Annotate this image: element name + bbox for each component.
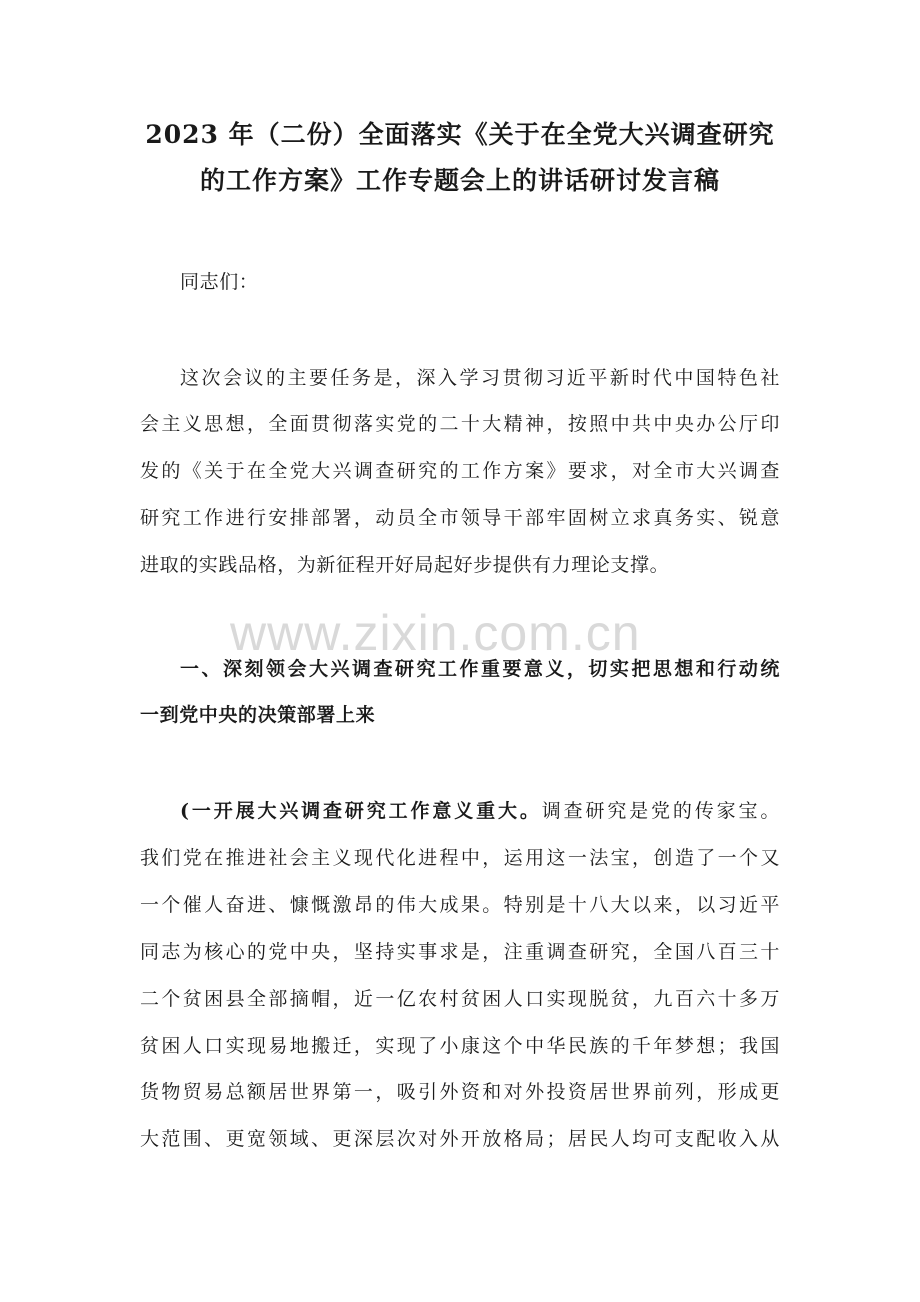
subsection-lead-rest: 调查研究是党的传家宝。 [541, 800, 780, 822]
title-line-1: 2023 年（二份）全面落实《关于在全党大兴调查研究 [145, 120, 775, 149]
watermark: www.zixin.com.cn [230, 605, 641, 661]
body-line-4: 二个贫困县全部摘帽，近一亿农村贫困人口实现脱贫，九百六十多万 [140, 988, 780, 1010]
body-line-7: 大范围、更宽领域、更深层次对外开放格局；居民人均可支配收入从 [140, 1128, 780, 1150]
body-line-3: 同志为核心的党中央，坚持实事求是，注重调查研究，全国八百三十 [140, 941, 780, 963]
section-heading-line-2: 一到党中央的决策部署上来 [140, 704, 376, 726]
title-line-2: 的工作方案》工作专题会上的讲话研讨发言稿 [199, 166, 720, 195]
subsection-lead-bold: (一开展大兴调查研究工作意义重大。 [180, 800, 542, 822]
intro-line-5: 进取的实践品格，为新征程开好局起好步提供有力理论支撑。 [140, 554, 670, 576]
body-line-5: 贫困人口实现易地搬迁，实现了小康这个中华民族的千年梦想；我国 [140, 1035, 780, 1057]
intro-line-4: 研究工作进行安排部署，动员全市领导干部牢固树立求真务实、锐意 [140, 507, 780, 529]
intro-line-2: 会主义思想，全面贯彻落实党的二十大精神，按照中共中央办公厅印 [140, 413, 780, 435]
subsection-lead [180, 796, 780, 826]
body-line-1: 我们党在推进社会主义现代化进程中，运用这一法宝，创造了一个又 [140, 847, 780, 869]
intro-line-3: 发的《关于在全党大兴调查研究的工作方案》要求，对全市大兴调查 [140, 460, 780, 482]
intro-line-1: 这次会议的主要任务是，深入学习贯彻习近平新时代中国特色社 [180, 367, 780, 389]
body-line-6: 货物贸易总额居世界第一，吸引外资和对外投资居世界前列，形成更 [140, 1081, 780, 1103]
section-heading-line-1: 一、深刻领会大兴调查研究工作重要意义，切实把思想和行动统 [180, 658, 780, 680]
document-title [100, 112, 820, 204]
greeting: 同志们： [180, 271, 259, 293]
body-line-2: 一个催人奋进、慷慨激昂的伟大成果。特别是十八大以来，以习近平 [140, 894, 780, 916]
